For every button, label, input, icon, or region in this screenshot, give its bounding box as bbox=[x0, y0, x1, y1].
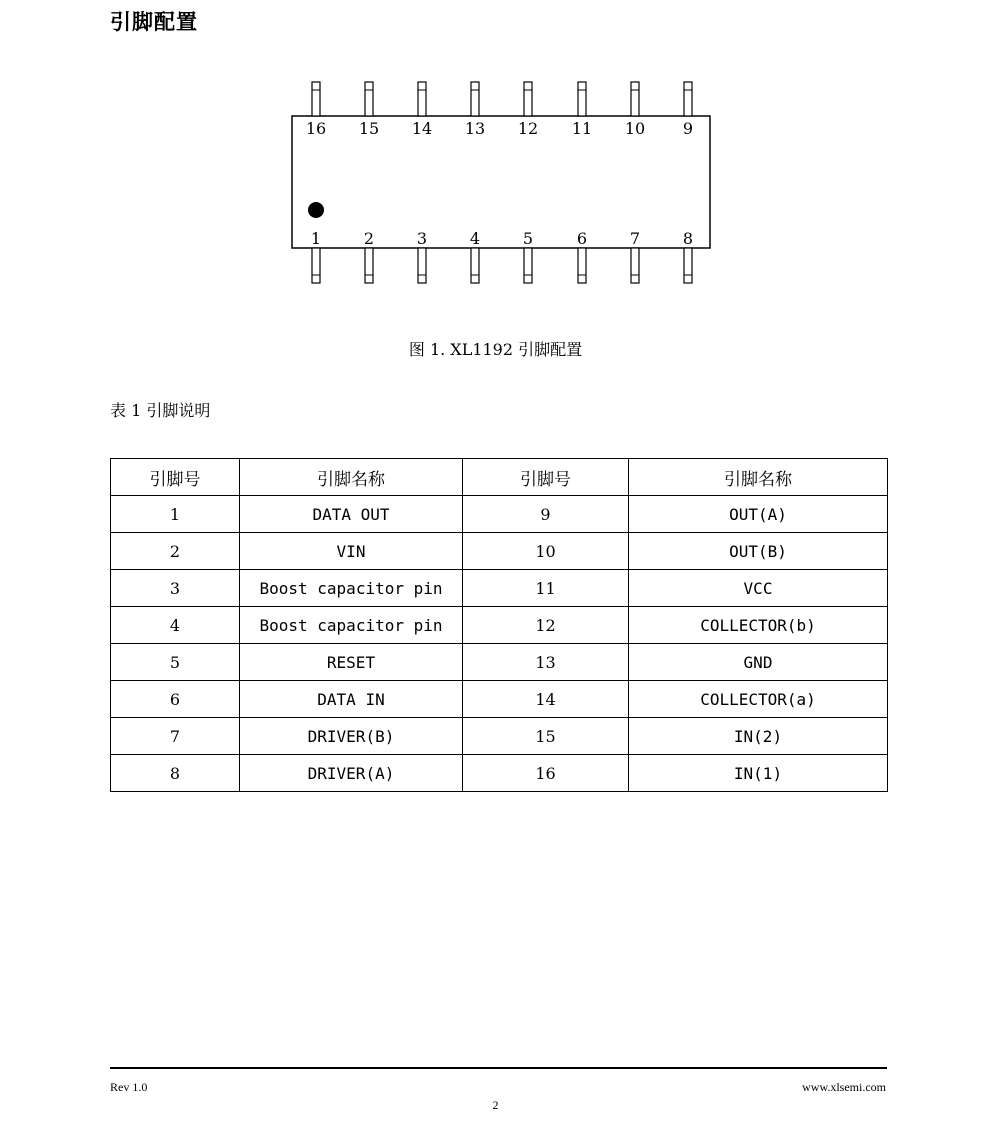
pin-number: 11 bbox=[463, 570, 629, 607]
ic-pin-15 bbox=[359, 82, 379, 138]
header-pin-number: 引脚号 bbox=[463, 459, 629, 496]
pin-number: 10 bbox=[463, 533, 629, 570]
table-header-row bbox=[111, 459, 888, 496]
header-pin-name: 引脚名称 bbox=[629, 459, 888, 496]
pin-name: COLLECTOR(a) bbox=[629, 681, 888, 718]
pin-number: 12 bbox=[463, 607, 629, 644]
pin-number: 9 bbox=[463, 496, 629, 533]
pin1-marker-dot bbox=[308, 202, 324, 218]
pin-name: DATA IN bbox=[240, 681, 463, 718]
table-title: 表 1 引脚说明 bbox=[110, 401, 211, 420]
pin-label: 15 bbox=[358, 119, 380, 138]
pin-name: DRIVER(A) bbox=[240, 755, 463, 792]
pin-label: 1 bbox=[310, 229, 322, 248]
ic-pin-2 bbox=[364, 229, 374, 283]
pin-name: COLLECTOR(b) bbox=[629, 607, 888, 644]
figure-caption: 图 1. XL1192 引脚配置 bbox=[408, 340, 583, 359]
pin-label: 14 bbox=[411, 119, 433, 138]
bottom-pin-row bbox=[311, 229, 693, 283]
pin-label: 6 bbox=[576, 229, 588, 248]
pin-name: IN(2) bbox=[629, 718, 888, 755]
pin-number: 16 bbox=[463, 755, 629, 792]
pin-description-table bbox=[110, 458, 888, 792]
pin-label: 2 bbox=[363, 229, 375, 248]
footer-revision: Rev 1.0 bbox=[110, 1080, 148, 1094]
pin-name: Boost capacitor pin bbox=[240, 570, 463, 607]
ic-pinout-diagram bbox=[0, 0, 991, 300]
pin-number: 5 bbox=[111, 644, 240, 681]
ic-pin-10 bbox=[625, 82, 645, 138]
ic-package-body bbox=[292, 116, 710, 248]
ic-pin-11 bbox=[572, 82, 592, 138]
ic-pin-6 bbox=[577, 229, 587, 283]
pin-label: 8 bbox=[682, 229, 694, 248]
top-pin-row bbox=[306, 82, 693, 138]
ic-pin-7 bbox=[630, 229, 640, 283]
table-row bbox=[111, 681, 888, 718]
table-row bbox=[111, 496, 888, 533]
table-row bbox=[111, 607, 888, 644]
pin-name: GND bbox=[629, 644, 888, 681]
pin-name: OUT(A) bbox=[629, 496, 888, 533]
ic-pin-5 bbox=[523, 229, 533, 283]
table-row bbox=[111, 755, 888, 792]
table-row bbox=[111, 644, 888, 681]
pin-number: 14 bbox=[463, 681, 629, 718]
ic-pin-9 bbox=[683, 82, 693, 138]
pin-number: 2 bbox=[111, 533, 240, 570]
footer-divider bbox=[110, 1067, 887, 1069]
pin-label: 7 bbox=[629, 229, 641, 248]
ic-pin-16 bbox=[306, 82, 326, 138]
pin-label: 10 bbox=[624, 119, 646, 138]
pin-label: 5 bbox=[522, 229, 534, 248]
pin-label: 12 bbox=[517, 119, 539, 138]
pin-number: 7 bbox=[111, 718, 240, 755]
pin-name: DRIVER(B) bbox=[240, 718, 463, 755]
pin-number: 6 bbox=[111, 681, 240, 718]
header-pin-name: 引脚名称 bbox=[240, 459, 463, 496]
pin-name: IN(1) bbox=[629, 755, 888, 792]
ic-pin-1 bbox=[311, 229, 321, 283]
pin-name: VCC bbox=[629, 570, 888, 607]
pin-label: 16 bbox=[305, 119, 327, 138]
pin-name: Boost capacitor pin bbox=[240, 607, 463, 644]
ic-pin-13 bbox=[465, 82, 485, 138]
pin-label: 4 bbox=[469, 229, 481, 248]
table-row bbox=[111, 570, 888, 607]
section-heading: 引脚配置 bbox=[110, 10, 198, 34]
pin-name: RESET bbox=[240, 644, 463, 681]
pin-name: VIN bbox=[240, 533, 463, 570]
ic-pin-4 bbox=[470, 229, 480, 283]
ic-pin-14 bbox=[412, 82, 432, 138]
pin-label: 9 bbox=[682, 119, 694, 138]
ic-pin-3 bbox=[417, 229, 427, 283]
pin-number: 13 bbox=[463, 644, 629, 681]
pin-label: 3 bbox=[416, 229, 428, 248]
pin-label: 13 bbox=[464, 119, 486, 138]
pin-number: 8 bbox=[111, 755, 240, 792]
pin-number: 15 bbox=[463, 718, 629, 755]
pin-name: DATA OUT bbox=[240, 496, 463, 533]
footer-website: www.xlsemi.com bbox=[802, 1080, 886, 1094]
page-number: 2 bbox=[492, 1098, 499, 1112]
pin-number: 4 bbox=[111, 607, 240, 644]
header-pin-number: 引脚号 bbox=[111, 459, 240, 496]
pin-number: 1 bbox=[111, 496, 240, 533]
pin-number: 3 bbox=[111, 570, 240, 607]
table-row bbox=[111, 718, 888, 755]
pin-name: OUT(B) bbox=[629, 533, 888, 570]
pin-label: 11 bbox=[571, 119, 593, 138]
ic-pin-12 bbox=[518, 82, 538, 138]
table-row bbox=[111, 533, 888, 570]
ic-pin-8 bbox=[683, 229, 693, 283]
